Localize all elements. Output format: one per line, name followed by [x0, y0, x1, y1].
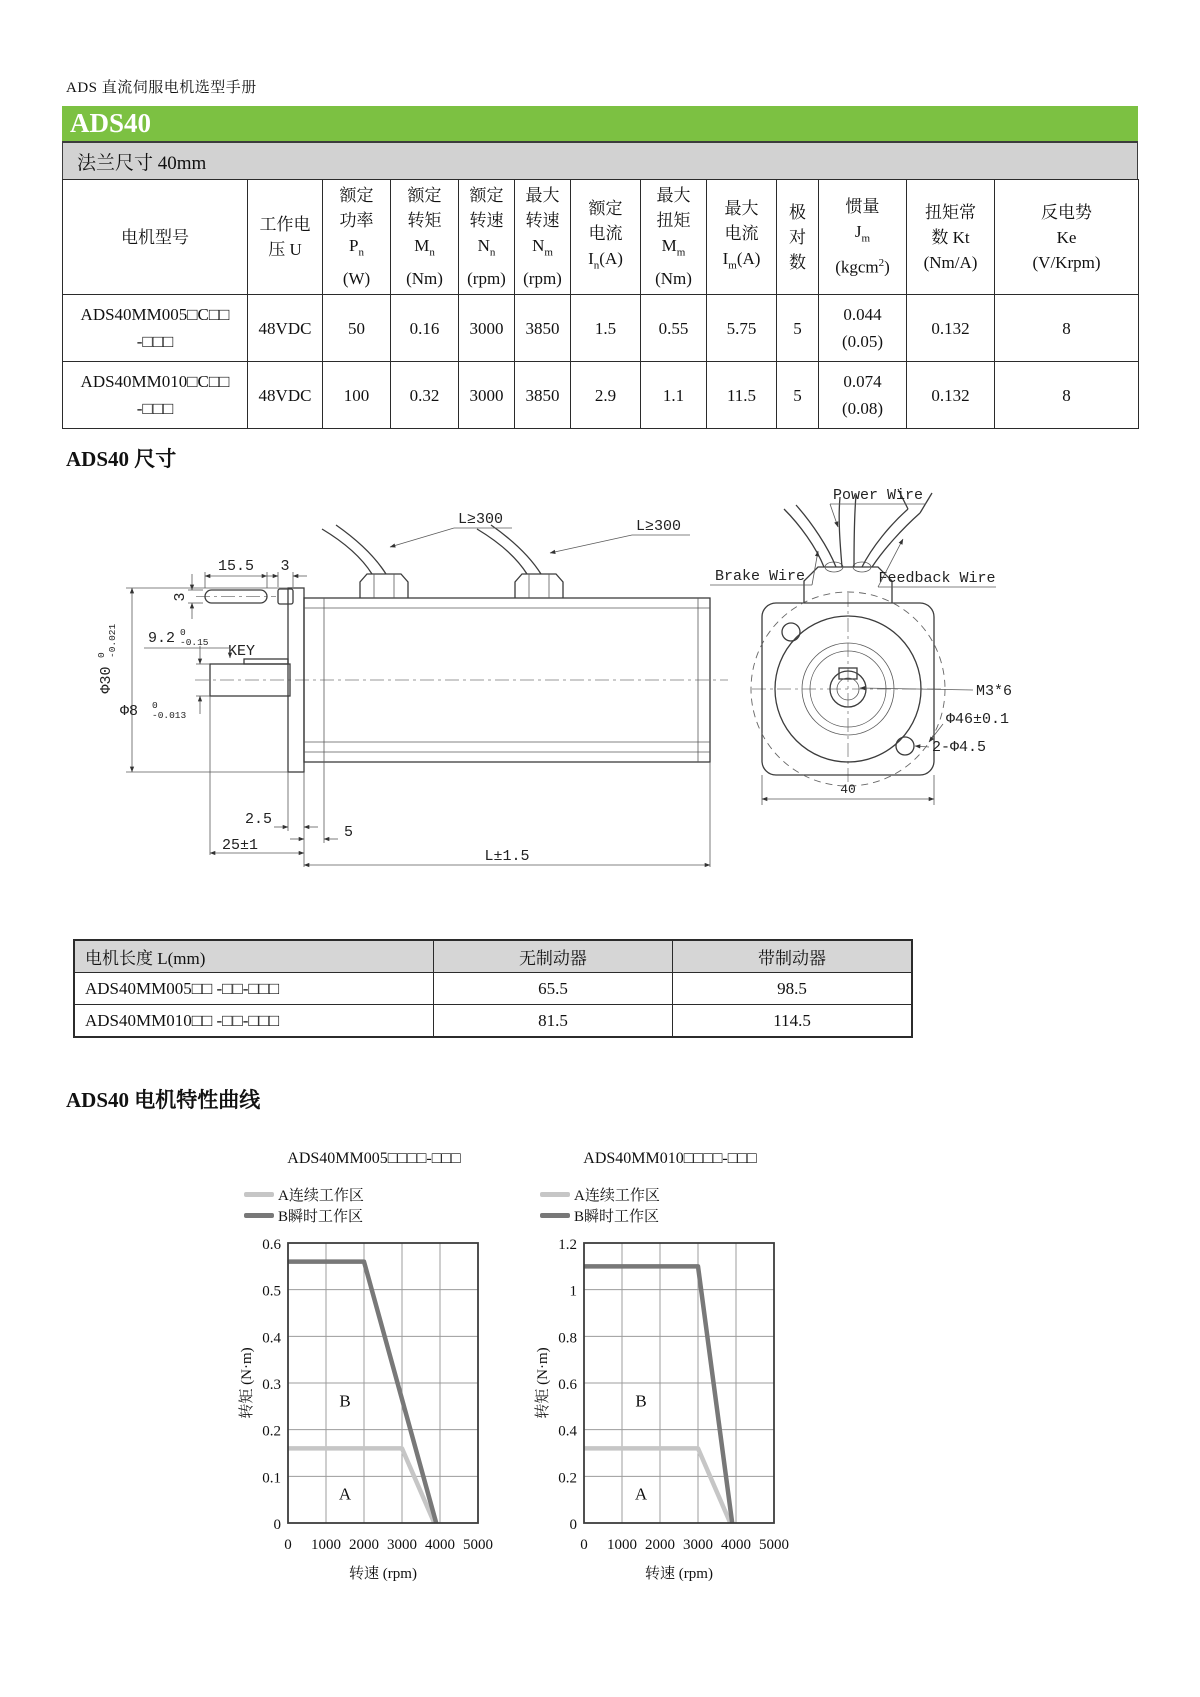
- svg-text:转速 (rpm): 转速 (rpm): [349, 1566, 417, 1582]
- length-cell: 114.5: [673, 1005, 912, 1038]
- svg-text:1: 1: [569, 1283, 577, 1300]
- dim-flange-width: 40: [840, 782, 856, 797]
- legend-item: [244, 1205, 510, 1226]
- spec-col-header: 反电势 Ke (V/Krpm): [995, 180, 1139, 295]
- chart-svg: [534, 1234, 806, 1584]
- spec-cell: 0.132: [907, 362, 995, 429]
- svg-text:转速 (rpm): 转速 (rpm): [645, 1566, 713, 1582]
- svg-text:0.3: 0.3: [262, 1377, 281, 1393]
- length-col-header: 带制动器: [673, 940, 912, 973]
- spec-table: [62, 179, 1139, 429]
- svg-text:2000: 2000: [645, 1537, 675, 1553]
- spec-cell: 0.16: [391, 295, 459, 362]
- svg-text:0.5: 0.5: [262, 1283, 281, 1300]
- spec-cell: 0.132: [907, 295, 995, 362]
- svg-text:1000: 1000: [311, 1537, 341, 1553]
- feedback-wire-label: Feedback Wire: [878, 570, 996, 587]
- charts-row: [62, 1150, 1138, 1589]
- chart-plot: [238, 1234, 510, 1589]
- doc-header: ADS 直流伺服电机选型手册: [66, 80, 257, 96]
- dim-shaft-dia-tol-top: 0: [152, 700, 158, 711]
- spec-col-header: 扭矩常 数 Kt (Nm/A): [907, 180, 995, 295]
- legend-swatch: [540, 1213, 570, 1218]
- spec-cell: 2.9: [571, 362, 641, 429]
- spec-cell: 48VDC: [248, 362, 323, 429]
- svg-text:B: B: [635, 1391, 647, 1411]
- spec-cell: 5: [777, 295, 819, 362]
- length-row: [74, 1005, 912, 1038]
- svg-text:1000: 1000: [607, 1537, 637, 1553]
- length-cell: ADS40MM005□□ -□□-□□□: [74, 973, 433, 1005]
- spec-cell: 1.5: [571, 295, 641, 362]
- svg-text:0.4: 0.4: [262, 1330, 281, 1347]
- svg-text:4000: 4000: [425, 1537, 455, 1553]
- spec-cell: 1.1: [641, 362, 707, 429]
- spec-cell: ADS40MM010□C□□ -□□□: [63, 362, 248, 429]
- length-row: [74, 973, 912, 1005]
- spec-cell: 3000: [459, 295, 515, 362]
- svg-text:B: B: [339, 1391, 351, 1411]
- spec-cell: 5.75: [707, 295, 777, 362]
- legend-label: A连续工作区: [574, 1188, 660, 1204]
- legend-swatch: [244, 1213, 274, 1218]
- svg-text:A: A: [634, 1484, 648, 1504]
- dimension-drawing: [60, 475, 1140, 905]
- motor-front-view: [710, 487, 1012, 805]
- spec-cell: 0.044 (0.05): [819, 295, 907, 362]
- svg-text:0: 0: [569, 1517, 577, 1533]
- svg-text:转矩 (N·m): 转矩 (N·m): [239, 1347, 255, 1419]
- spec-cell: 0.55: [641, 295, 707, 362]
- key-detail-view: [172, 558, 307, 619]
- mount-holes-callout: 2-Φ4.5: [932, 739, 987, 756]
- svg-text:A: A: [338, 1484, 352, 1504]
- spec-col-header: 最大 扭矩 $M_m$ (Nm): [641, 180, 707, 295]
- svg-text:0.1: 0.1: [262, 1470, 281, 1487]
- dim-flange-thickness: 2.5: [245, 811, 273, 828]
- motor-side-view: [96, 511, 728, 867]
- dim-key-width: 9.2: [148, 630, 176, 647]
- dim-key-height: 3: [172, 592, 189, 602]
- svg-text:0.2: 0.2: [262, 1423, 281, 1440]
- bolt-circle-callout: Φ46±0.1: [946, 711, 1010, 728]
- length-cell: 81.5: [433, 1005, 672, 1038]
- svg-text:1.2: 1.2: [558, 1237, 577, 1253]
- dim-pilot: 5: [344, 824, 354, 841]
- chart-ads40mm010: [534, 1150, 806, 1589]
- spec-row: [63, 362, 1139, 429]
- key-callout: KEY: [228, 643, 256, 660]
- dim-key-width-tol-bot: -0.15: [180, 637, 209, 648]
- spec-col-header: 额定 转矩 $M_n$ (Nm): [391, 180, 459, 295]
- spec-cell: ADS40MM005□C□□ -□□□: [63, 295, 248, 362]
- m3-callout: M3*6: [976, 683, 1013, 700]
- legend-item: [244, 1184, 510, 1205]
- legend-swatch: [244, 1192, 274, 1197]
- svg-text:5000: 5000: [759, 1537, 789, 1553]
- spec-cell: 5: [777, 362, 819, 429]
- dim-flange-dia-tol-top: 0: [96, 652, 107, 658]
- spec-cell: 0.32: [391, 362, 459, 429]
- spec-cell: 3850: [515, 362, 571, 429]
- spec-cell: 3000: [459, 362, 515, 429]
- spec-cell: 50: [323, 295, 391, 362]
- cable-length-label-right: L≥300: [636, 518, 682, 535]
- length-cell: 65.5: [433, 973, 672, 1005]
- legend-label: B瞬时工作区: [574, 1209, 660, 1225]
- length-table: [73, 939, 913, 1038]
- svg-text:0.6: 0.6: [558, 1377, 577, 1393]
- svg-text:5000: 5000: [463, 1537, 493, 1553]
- dim-body-length: L±1.5: [484, 848, 530, 865]
- chart-title: ADS40MM010□□□□-□□□: [583, 1150, 757, 1167]
- svg-text:0.8: 0.8: [558, 1330, 577, 1347]
- chart-title: ADS40MM005□□□□-□□□: [287, 1150, 461, 1167]
- cable-length-label-left: L≥300: [458, 511, 504, 528]
- chart-plot: [534, 1234, 806, 1589]
- spec-cell: 48VDC: [248, 295, 323, 362]
- chart-legend: [244, 1184, 510, 1226]
- chart-svg: [238, 1234, 510, 1584]
- legend-item: [540, 1184, 806, 1205]
- series-banner: ADS40: [62, 106, 1138, 141]
- dim-shaft-extension: 25±1: [222, 837, 259, 854]
- dim-flange-dia-tol-bot: -0.021: [107, 623, 118, 658]
- power-wire-label: Power Wire: [832, 487, 924, 504]
- chart-ads40mm005: [238, 1150, 510, 1589]
- dimension-drawing-svg: [60, 475, 1140, 905]
- spec-col-header: 额定 转速 $N_n$ (rpm): [459, 180, 515, 295]
- dim-key-square: 3: [280, 558, 290, 575]
- spec-col-header: 最大 转速 $N_m$ (rpm): [515, 180, 571, 295]
- svg-text:3000: 3000: [387, 1537, 417, 1553]
- spec-cell: 100: [323, 362, 391, 429]
- dim-shaft-dia-tol-bot: -0.013: [152, 710, 187, 721]
- curves-title: ADS40 电机特性曲线: [66, 1088, 261, 1112]
- legend-item: [540, 1205, 806, 1226]
- spec-col-header: 工作电 压 U: [248, 180, 323, 295]
- dimensions-title: ADS40 尺寸: [66, 447, 177, 471]
- dim-key-width-tol-top: 0: [180, 627, 186, 638]
- svg-text:0: 0: [273, 1517, 281, 1533]
- spec-col-header: 额定 电流 $I_n(A)$: [571, 180, 641, 295]
- spec-col-header: 电机型号: [63, 180, 248, 295]
- legend-label: A连续工作区: [278, 1188, 364, 1204]
- spec-cell: 8: [995, 295, 1139, 362]
- svg-text:2000: 2000: [349, 1537, 379, 1553]
- spec-row: [63, 295, 1139, 362]
- length-cell: 98.5: [673, 973, 912, 1005]
- flange-size-label: 法兰尺寸 40mm: [62, 141, 1138, 179]
- spec-col-header: 最大 电流 $I_m(A)$: [707, 180, 777, 295]
- brake-wire-label: Brake Wire: [714, 568, 806, 585]
- length-col-header: 无制动器: [433, 940, 672, 973]
- spec-col-header: 额定 功率 $P_n$ (W): [323, 180, 391, 295]
- legend-swatch: [540, 1192, 570, 1197]
- spec-cell: 0.074 (0.08): [819, 362, 907, 429]
- spec-cell: 8: [995, 362, 1139, 429]
- svg-text:0: 0: [580, 1537, 588, 1553]
- spec-col-header: 惯量 $J_m$ (kgcm$^2$): [819, 180, 907, 295]
- svg-text:4000: 4000: [721, 1537, 751, 1553]
- length-cell: ADS40MM010□□ -□□-□□□: [74, 1005, 433, 1038]
- svg-text:0.2: 0.2: [558, 1470, 577, 1487]
- spec-cell: 3850: [515, 295, 571, 362]
- chart-legend: [540, 1184, 806, 1226]
- spec-cell: 11.5: [707, 362, 777, 429]
- svg-text:0.4: 0.4: [558, 1423, 577, 1440]
- svg-text:0.6: 0.6: [262, 1237, 281, 1253]
- page: [62, 0, 1138, 1589]
- dim-flange-dia: Φ30: [98, 666, 115, 694]
- svg-text:0: 0: [284, 1537, 292, 1553]
- dim-shaft-dia: Φ8: [120, 703, 139, 720]
- spec-col-header: 极 对 数: [777, 180, 819, 295]
- dim-key-length: 15.5: [217, 558, 255, 575]
- svg-text:转矩 (N·m): 转矩 (N·m): [535, 1347, 551, 1419]
- legend-label: B瞬时工作区: [278, 1209, 364, 1225]
- svg-text:3000: 3000: [683, 1537, 713, 1553]
- length-col-header: 电机长度 L(mm): [74, 940, 433, 973]
